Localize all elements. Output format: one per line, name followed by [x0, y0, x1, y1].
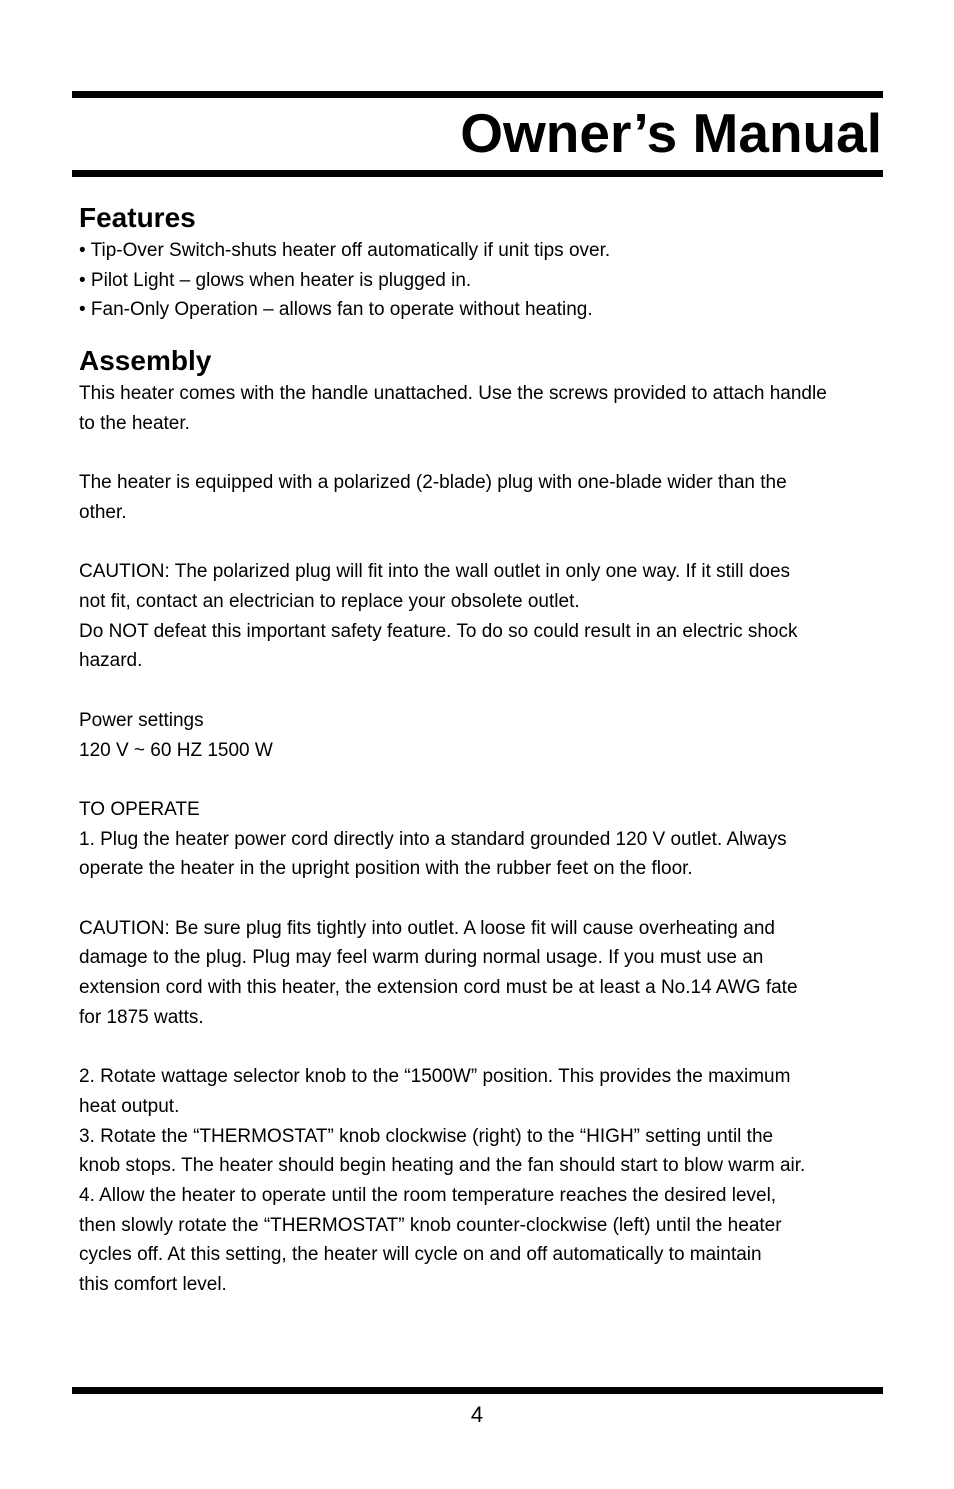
plug-caution-line: hazard.	[79, 650, 143, 672]
power-settings-label: Power settings	[79, 709, 204, 731]
operate-step-line: operate the heater in the upright position with the rubber feet on the floor.	[79, 858, 693, 880]
operate-step-line: heat output.	[79, 1095, 180, 1117]
operate-heading: TO OPERATE	[79, 798, 200, 820]
power-settings-value: 120 V ~ 60 HZ 1500 W	[79, 739, 273, 761]
footer-rule	[72, 1387, 883, 1394]
operate-step-line: 3. Rotate the “THERMOSTAT” knob clockwise (right) to the “HIGH” setting until the	[79, 1125, 774, 1147]
operate-step-line: 4. Allow the heater to operate until the room temperature reaches the desired level,	[79, 1185, 777, 1206]
operate-caution-line: extension cord with this heater, the extension cord must be at least a No.14 AWG fate	[79, 977, 798, 999]
plug-line: other.	[79, 501, 127, 523]
plug-caution-line: CAUTION: The polarized plug will fit into the wall outlet in only one way. If it still does	[79, 561, 791, 583]
operate-step-line: this comfort level.	[79, 1274, 227, 1296]
feature-item: • Fan-Only Operation – allows fan to operate without heating.	[79, 299, 593, 321]
operate-caution-line: damage to the plug. Plug may feel warm during normal usage. If you must use an	[79, 947, 764, 969]
header-rule-bottom	[72, 170, 883, 177]
operate-step-line: cycles off. At this setting, the heater will cycle on and off automatically to maintain	[79, 1244, 762, 1266]
feature-item: • Pilot Light – glows when heater is plugged in.	[79, 269, 472, 291]
plug-caution-line: Do NOT defeat this important safety feature. To do so could result in an electric shock	[79, 620, 798, 642]
operate-step-line: knob stops. The heater should begin heating and the fan should start to blow warm air.	[79, 1155, 806, 1177]
assembly-intro-line: This heater comes with the handle unattached. Use the screws provided to attach handle	[79, 383, 827, 405]
page-number: 4	[470, 1402, 484, 1427]
manual-content	[79, 200, 939, 1300]
operate-caution-line: CAUTION: Be sure plug fits tightly into outlet. A loose fit will cause overheating and	[79, 917, 775, 939]
operate-step-line: then slowly rotate the “THERMOSTAT” knob counter-clockwise (left) until the heater	[79, 1214, 782, 1236]
operate-step-line: 2. Rotate wattage selector knob to the “1500W” position. This provides the maximum	[79, 1066, 791, 1088]
feature-item: • Tip-Over Switch-shuts heater off automatically if unit tips over.	[79, 240, 611, 261]
assembly-heading: Assembly	[79, 345, 212, 377]
operate-step-line: 1. Plug the heater power cord directly into a standard grounded 120 V outlet. Always	[79, 828, 787, 850]
assembly-intro-line: to the heater.	[79, 412, 190, 434]
operate-caution-line: for 1875 watts.	[79, 1006, 204, 1028]
plug-caution-line: not fit, contact an electrician to replace your obsolete outlet.	[79, 591, 580, 612]
plug-line: The heater is equipped with a polarized (2-blade) plug with one-blade wider than the	[79, 472, 787, 494]
features-heading: Features	[79, 202, 196, 233]
page-title: Owner’s Manual	[460, 102, 882, 164]
header-rule-top	[72, 91, 883, 98]
